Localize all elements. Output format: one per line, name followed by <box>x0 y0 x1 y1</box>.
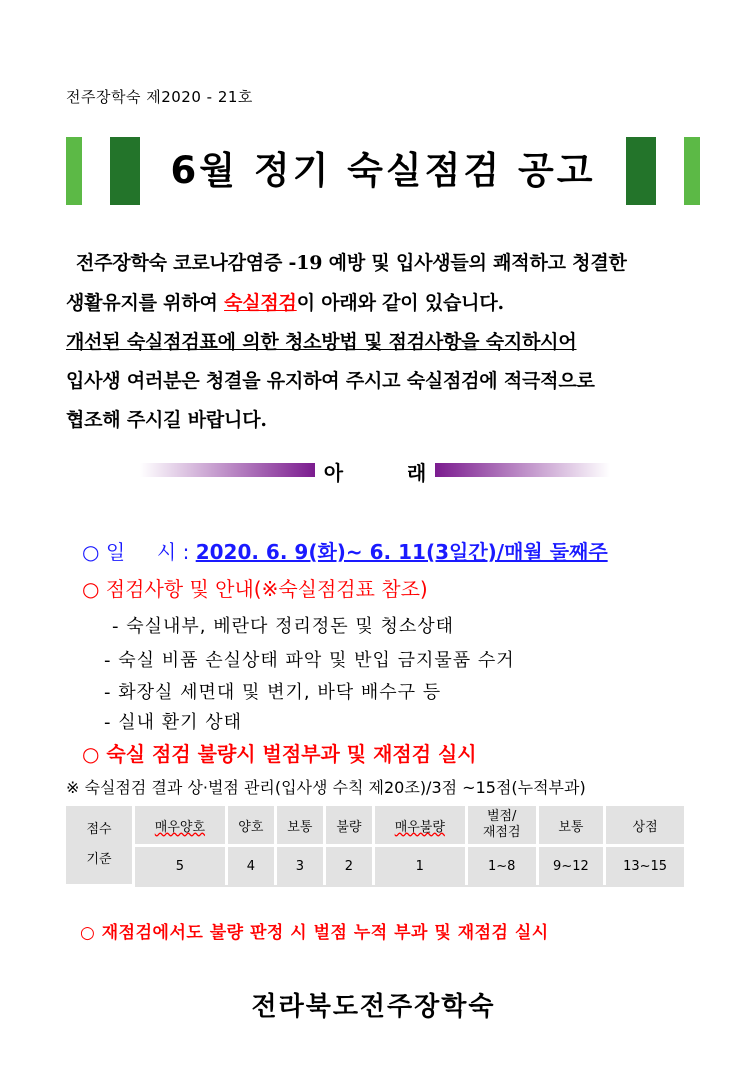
intro-line-3: 개선된 숙실점검표에 의한 청소방법 및 점검사항을 숙지하시어 <box>66 331 577 353</box>
penalty-heading: ○ 숙실 점검 불량시 벌점부과 및 재점검 실시 <box>82 742 477 766</box>
intro-line-2 <box>66 288 504 315</box>
intro-line-1: 전주장학숙 코로나감염증 -19 예방 및 입사생들의 쾌적하고 청결한 <box>76 252 627 274</box>
header-gradient-right <box>435 463 610 477</box>
header-gradient-left <box>140 463 315 477</box>
schedule-label: 일 시 : <box>105 540 196 564</box>
intro-line-2-pre: 생활유지를 위하여 <box>66 292 225 314</box>
document-number: 전주장학숙 제2020 - 21호 <box>66 88 253 106</box>
title-banner <box>66 137 700 205</box>
page-title: 6월 정기 숙실점검 공고 <box>170 149 596 192</box>
section-header <box>140 457 610 485</box>
penalty-note: ※ 숙실점검 결과 상·벌점 관리(입사생 수칙 제20조)/3점 ~15점(누적부과) <box>66 778 586 797</box>
section-header-text <box>315 457 435 486</box>
table-cell: 5 <box>134 846 227 886</box>
table-cell: 4 <box>226 846 275 886</box>
score-table <box>66 806 684 887</box>
intro-highlight: 숙실점검 <box>224 292 297 314</box>
table-header: 벌점/ 재점검 <box>466 806 537 846</box>
title-bar-right-inner <box>626 137 656 205</box>
inspection-item: - 숙실 비품 손실상태 파악 및 반입 금지물품 수거 <box>104 650 515 671</box>
intro-line-2-post: 이 아래와 같이 있습니다. <box>296 292 504 314</box>
table-cell: 1 <box>373 846 466 886</box>
table-header: 보통 <box>275 806 324 846</box>
table-row <box>66 806 684 846</box>
score-side-label: 점수 기준 <box>66 806 134 885</box>
table-header: 상점 <box>605 806 684 846</box>
table-cell: 1~8 <box>466 846 537 886</box>
schedule-bullet: ○ <box>82 540 100 564</box>
inspection-heading: ○ 점검사항 및 안내(※숙실점검표 참조) <box>82 577 428 601</box>
inspection-item: - 실내 환기 상태 <box>104 712 242 733</box>
title-bar-left-inner <box>110 137 140 205</box>
table-header: 불량 <box>324 806 373 846</box>
organization-name: 전라북도전주장학숙 <box>251 992 496 1022</box>
title-bar-left-outer <box>66 137 82 205</box>
reinspection-notice: ○ 재점검에서도 불량 판정 시 벌점 누적 부과 및 재점검 실시 <box>80 923 549 943</box>
section-header-a: 아 <box>323 461 344 485</box>
table-header: 매우불량 <box>373 806 466 846</box>
intro-line-5: 협조해 주시길 바랍니다. <box>66 409 267 431</box>
table-header: 매우양호 <box>134 806 227 846</box>
title-bar-right-outer <box>684 137 700 205</box>
table-cell: 9~12 <box>537 846 605 886</box>
table-row <box>66 846 684 886</box>
table-cell: 13~15 <box>605 846 684 886</box>
table-cell: 3 <box>275 846 324 886</box>
table-header: 양호 <box>226 806 275 846</box>
intro-line-4: 입사생 여러분은 청결을 유지하여 주시고 숙실점검에 적극적으로 <box>66 370 595 392</box>
table-cell: 2 <box>324 846 373 886</box>
inspection-item: - 화장실 세면대 및 변기, 바닥 배수구 등 <box>104 682 442 703</box>
table-header: 보통 <box>537 806 605 846</box>
schedule-value: 2020. 6. 9(화)~ 6. 11(3일간)/매월 둘째주 <box>195 540 608 564</box>
inspection-item: - 숙실내부, 베란다 정리정돈 및 청소상태 <box>112 616 455 637</box>
section-header-b: 래 <box>406 461 427 485</box>
schedule-line <box>82 536 608 565</box>
